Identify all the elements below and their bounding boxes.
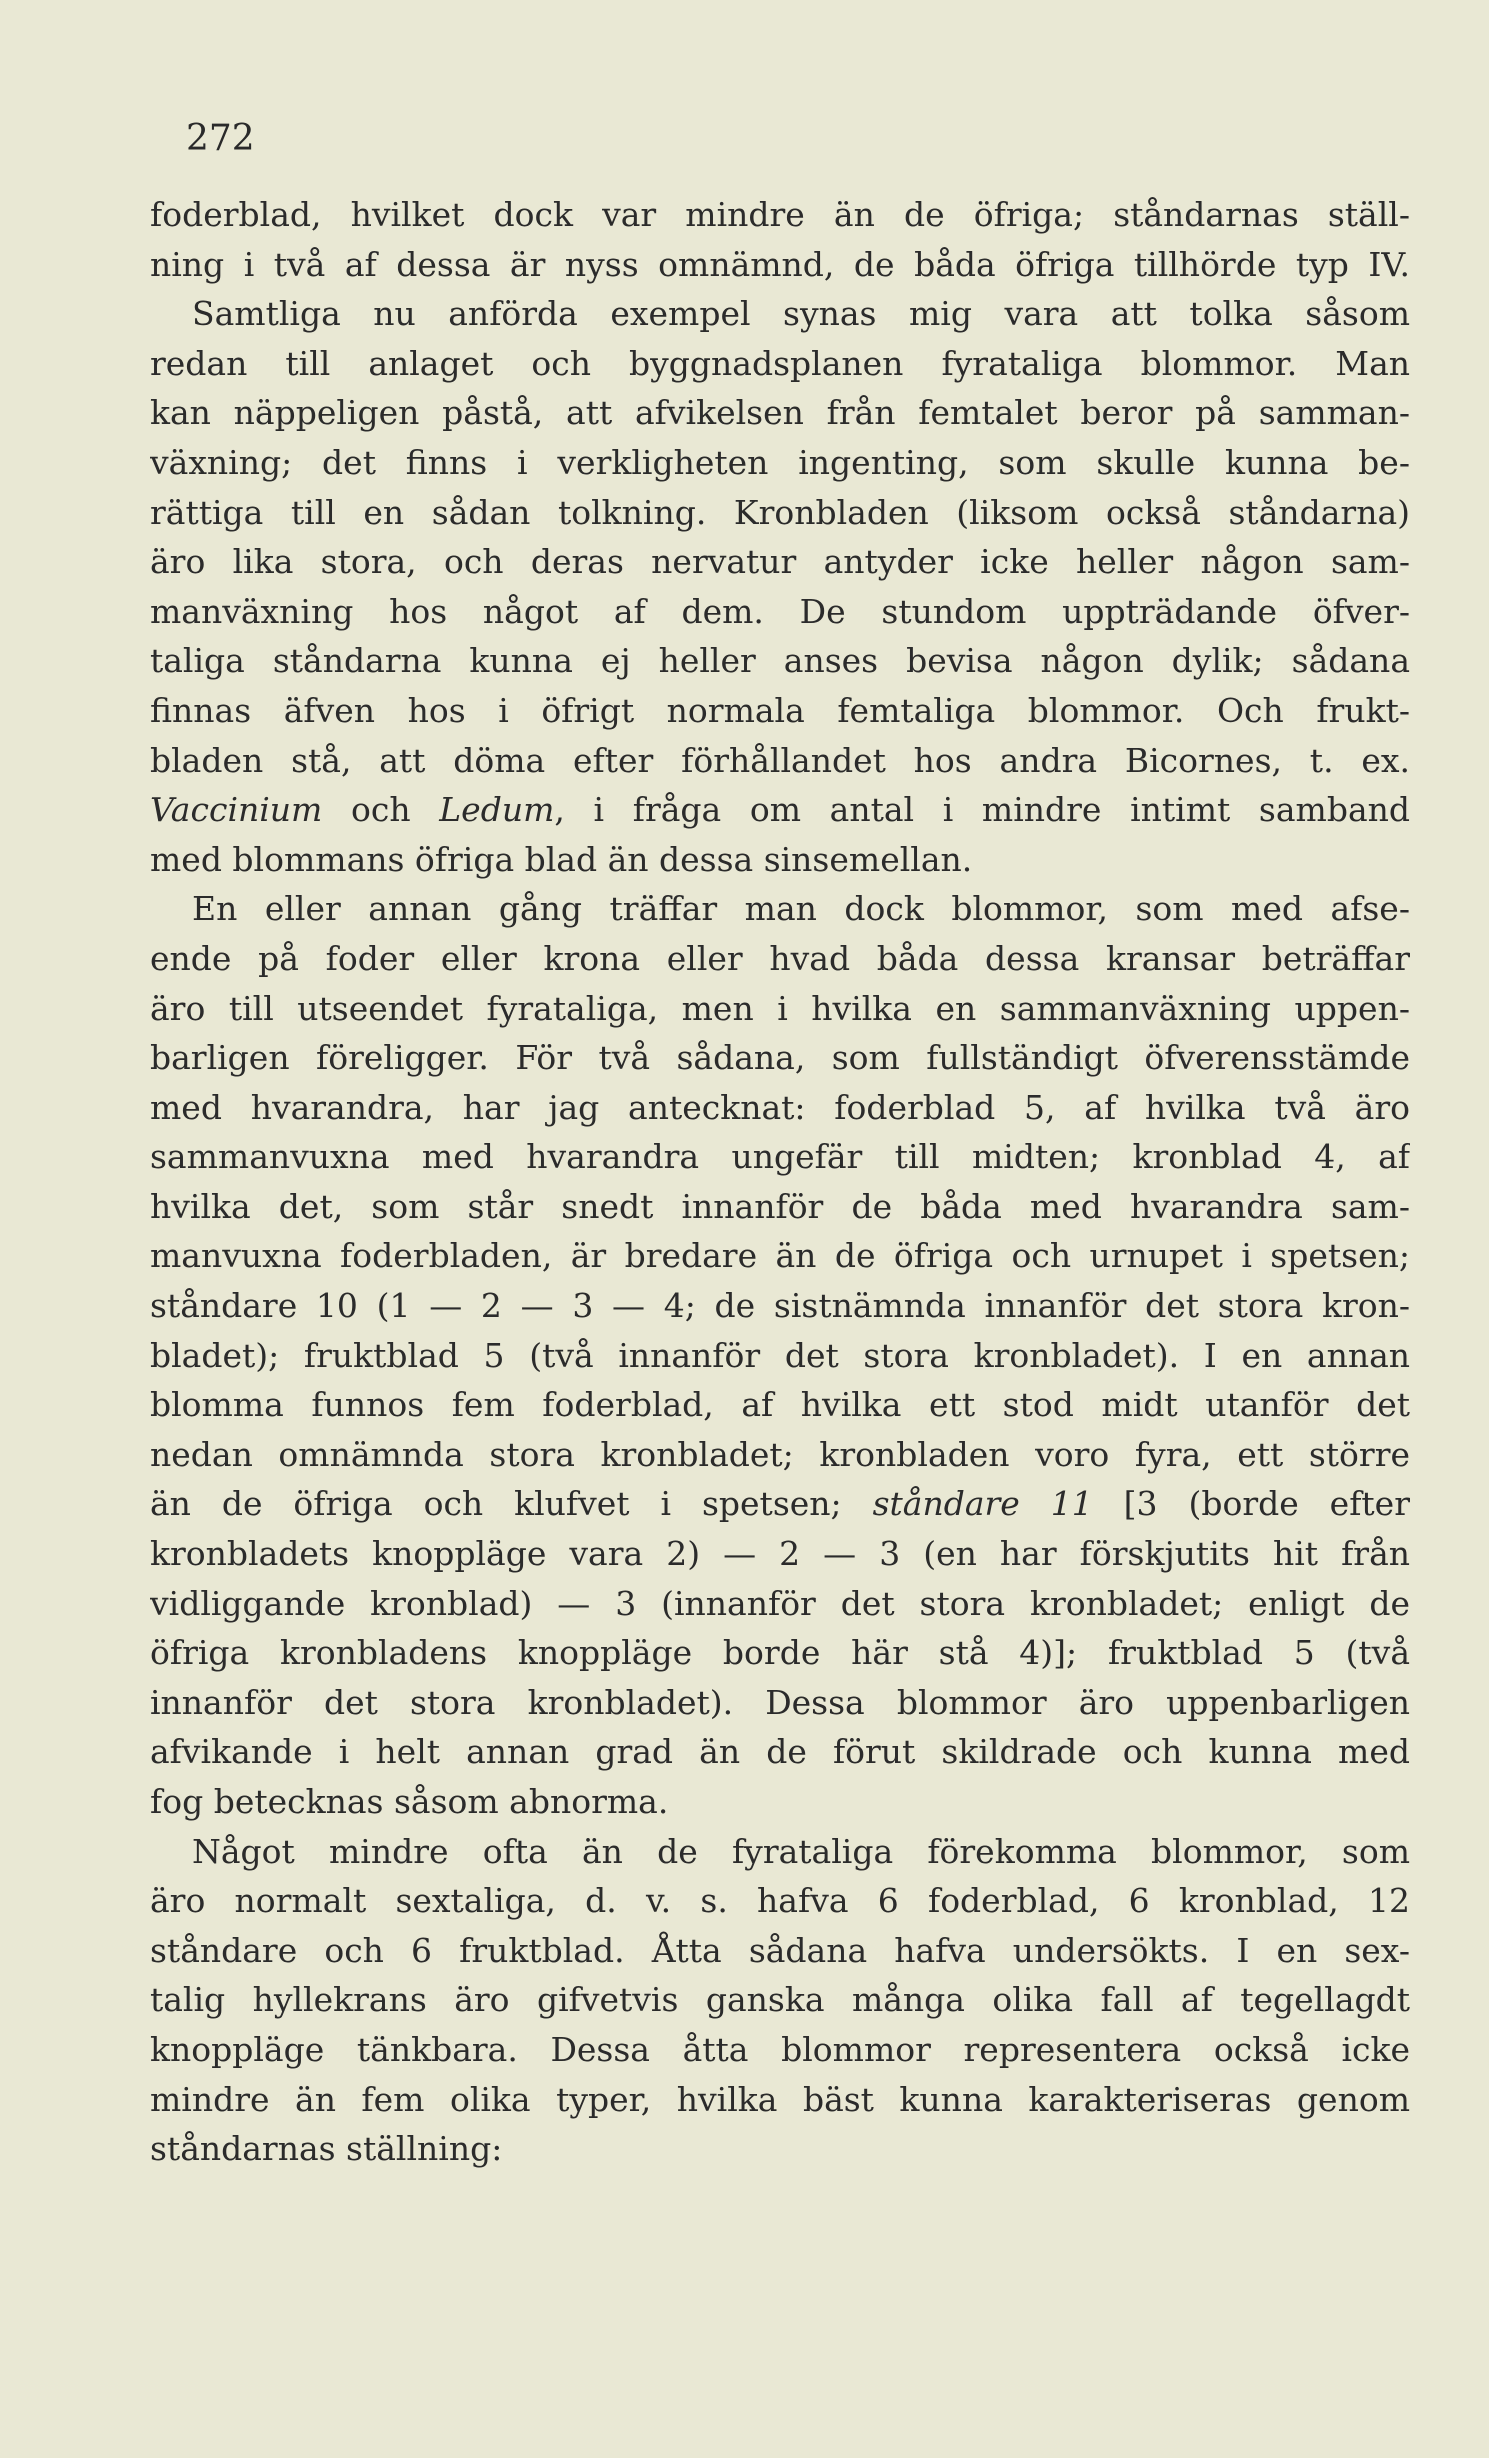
text-line <box>150 785 1410 835</box>
text-line <box>150 1479 1410 1529</box>
text-line: bladet); fruktblad 5 (två innanför det stora kronbladet). I en annan <box>150 1335 1410 1375</box>
text-line: vidliggande kronblad) — 3 (innanför det stora kronbladet; enligt de <box>150 1583 1410 1623</box>
text-line: kan näppeligen påstå, att afvikelsen från femtalet beror på samman- <box>150 393 1410 433</box>
italic-term: Vaccinium <box>150 790 323 830</box>
text-line: innanför det stora kronbladet). Dessa blommor äro uppenbarligen <box>150 1682 1410 1722</box>
text-line: redan till anlaget och byggnadsplanen fyrataliga blommor. Man <box>150 343 1410 383</box>
text-line: Något mindre ofta än de fyrataliga förekomma blommor, som <box>192 1831 1410 1871</box>
text-line: äro normalt sextaliga, d. v. s. hafva 6 foderblad, 6 kronblad, 12 <box>150 1881 1410 1921</box>
text-line: hvilka det, som står snedt innanför de båda med hvarandra sam- <box>150 1186 1410 1226</box>
page-number: 272 <box>186 118 255 159</box>
text-line: blomma funnos fem foderblad, af hvilka ett stod midt utanför det <box>150 1385 1410 1425</box>
text-segment: och <box>322 790 440 830</box>
text-segment: än de öfriga och klufvet i spetsen; <box>150 1484 873 1524</box>
text-line: med blommans öfriga blad än dessa sinsemellan. <box>150 839 973 879</box>
text-line: äro till utseendet fyrataliga, men i hvilka en sammanväxning uppen- <box>150 988 1410 1028</box>
text-line: bladen stå, att döma efter förhållandet hos andra Bicornes, t. ex. <box>150 740 1410 780</box>
text-line: manvuxna foderbladen, är bredare än de öfriga och urnupet i spetsen; <box>150 1236 1410 1276</box>
text-line: ståndarnas ställning: <box>150 2129 503 2169</box>
text-line: rättiga till en sådan tolkning. Kronbladen (liksom också ståndarna) <box>150 492 1410 532</box>
text-line: med hvarandra, har jag antecknat: foderblad 5, af hvilka två äro <box>150 1087 1410 1127</box>
text-line: afvikande i helt annan grad än de förut skildrade och kunna med <box>150 1732 1410 1772</box>
text-segment: [3 (borde efter <box>1092 1484 1410 1524</box>
text-segment: , i fråga om antal i mindre intimt samband <box>554 790 1410 830</box>
text-line: taliga ståndarna kunna ej heller anses bevisa någon dylik; sådana <box>150 641 1410 681</box>
text-line: äro lika stora, och deras nervatur antyder icke heller någon sam- <box>150 542 1410 582</box>
italic-term: Ledum <box>439 790 555 830</box>
text-line: ende på foder eller krona eller hvad båda dessa kransar beträffar <box>150 938 1410 978</box>
text-line: knoppläge tänkbara. Dessa åtta blommor representera också icke <box>150 2029 1410 2069</box>
text-line: En eller annan gång träffar man dock blommor, som med afse- <box>192 889 1410 929</box>
text-line: nedan omnämnda stora kronbladet; kronbladen voro fyra, ett större <box>150 1434 1410 1474</box>
text-line: ståndare 10 (1 — 2 — 3 — 4; de sistnämnda innanför det stora kron- <box>150 1286 1410 1326</box>
text-line: barligen föreligger. För två sådana, som fullständigt öfverensstämde <box>150 1038 1410 1078</box>
text-line: sammanvuxna med hvarandra ungefär till midten; kronblad 4, af <box>150 1137 1410 1177</box>
text-line: fog betecknas såsom abnorma. <box>150 1782 669 1821</box>
text-line: öfriga kronbladens knoppläge borde här stå 4)]; fruktblad 5 (två <box>150 1633 1410 1673</box>
text-line: växning; det finns i verkligheten ingenting, som skulle kunna be- <box>150 442 1410 482</box>
text-line: talig hyllekrans äro gifvetvis ganska många olika fall af tegellagdt <box>150 1980 1410 2020</box>
text-line: ning i två af dessa är nyss omnämnd, de båda öfriga tillhörde typ IV. <box>150 244 1410 284</box>
italic-term: ståndare 11 <box>872 1484 1093 1524</box>
text-line: Samtliga nu anförda exempel synas mig vara att tolka såsom <box>192 294 1410 334</box>
text-line: mindre än fem olika typer, hvilka bäst kunna karakteriseras genom <box>150 2079 1410 2119</box>
text-line: manväxning hos något af dem. De stundom uppträdande öfver- <box>150 591 1410 631</box>
text-line: finnas äfven hos i öfrigt normala femtaliga blommor. Och frukt- <box>150 690 1410 730</box>
text-line: ståndare och 6 fruktblad. Åtta sådana hafva undersökts. I en sex- <box>150 1930 1410 1970</box>
text-line: kronbladets knoppläge vara 2) — 2 — 3 (en har förskjutits hit från <box>150 1534 1410 1574</box>
body-text <box>150 190 1410 2174</box>
text-line: foderblad, hvilket dock var mindre än de öfriga; ståndarnas ställ- <box>150 195 1410 234</box>
